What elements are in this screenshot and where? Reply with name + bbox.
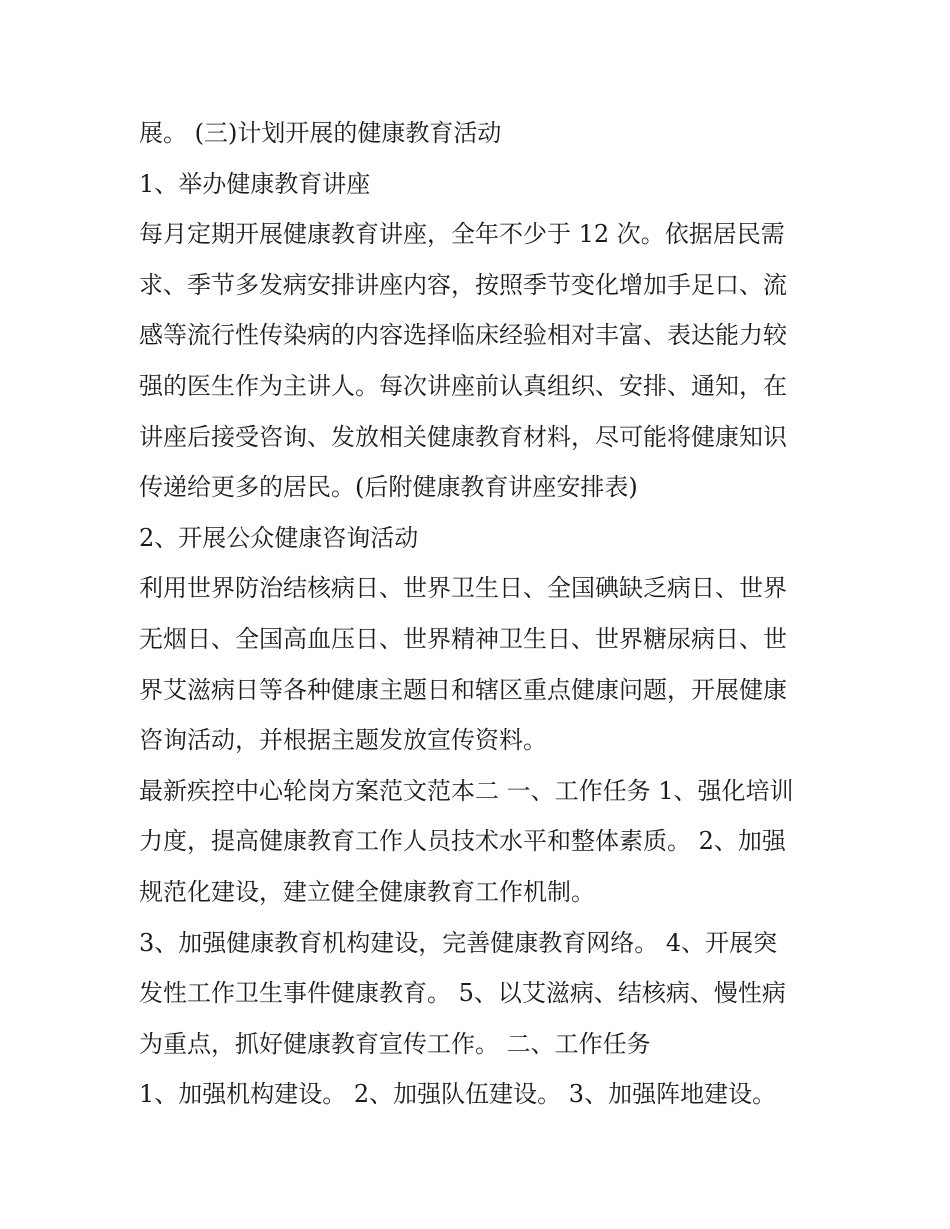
text-line: 感等流行性传染病的内容选择临床经验相对丰富、表达能力较	[139, 321, 787, 350]
text-line: 力度，提高健康教育工作人员技术水平和整体素质。 2、加强	[139, 827, 786, 856]
text-line: 讲座后接受咨询、发放相关健康教育材料，尽可能将健康知识	[139, 422, 787, 451]
text-line: 利用世界防治结核病日、世界卫生日、全国碘缺乏病日、世界	[139, 574, 787, 603]
text-line: 展。 (三)计划开展的健康教育活动	[139, 119, 502, 147]
section-heading: 2、开展公众健康咨询活动	[139, 523, 419, 552]
text-line: 无烟日、全国高血压日、世界精神卫生日、世界糖尿病日、世	[139, 624, 787, 653]
text-line: 传递给更多的居民。(后附健康教育讲座安排表)	[139, 473, 638, 502]
text-line: 求、季节多发病安排讲座内容，按照季节变化增加手足口、流	[139, 270, 787, 299]
text-line: 发性工作卫生事件健康教育。 5、以艾滋病、结核病、慢性病	[139, 979, 786, 1008]
section-heading: 1、举办健康教育讲座	[139, 169, 371, 198]
text-line: 最新疾控中心轮岗方案范文范本二 一、工作任务 1、强化培训	[139, 776, 794, 805]
text-line: 规范化建设，建立健全健康教育工作机制。	[139, 877, 595, 906]
text-line: 界艾滋病日等各种健康主题日和辖区重点健康问题，开展健康	[139, 675, 787, 704]
text-line: 强的医生作为主讲人。每次讲座前认真组织、安排、通知，在	[139, 371, 787, 400]
text-line: 每月定期开展健康教育讲座，全年不少于 12 次。依据居民需	[139, 220, 785, 249]
text-line: 1、加强机构建设。 2、加强队伍建设。 3、加强阵地建设。	[139, 1080, 777, 1109]
text-line: 3、加强健康教育机构建设，完善健康教育网络。 4、开展突	[139, 928, 778, 957]
text-line: 为重点，抓好健康教育宣传工作。 二、工作任务	[139, 1029, 651, 1058]
document-body	[139, 108, 829, 1120]
text-line: 咨询活动，并根据主题发放宣传资料。	[139, 726, 547, 755]
